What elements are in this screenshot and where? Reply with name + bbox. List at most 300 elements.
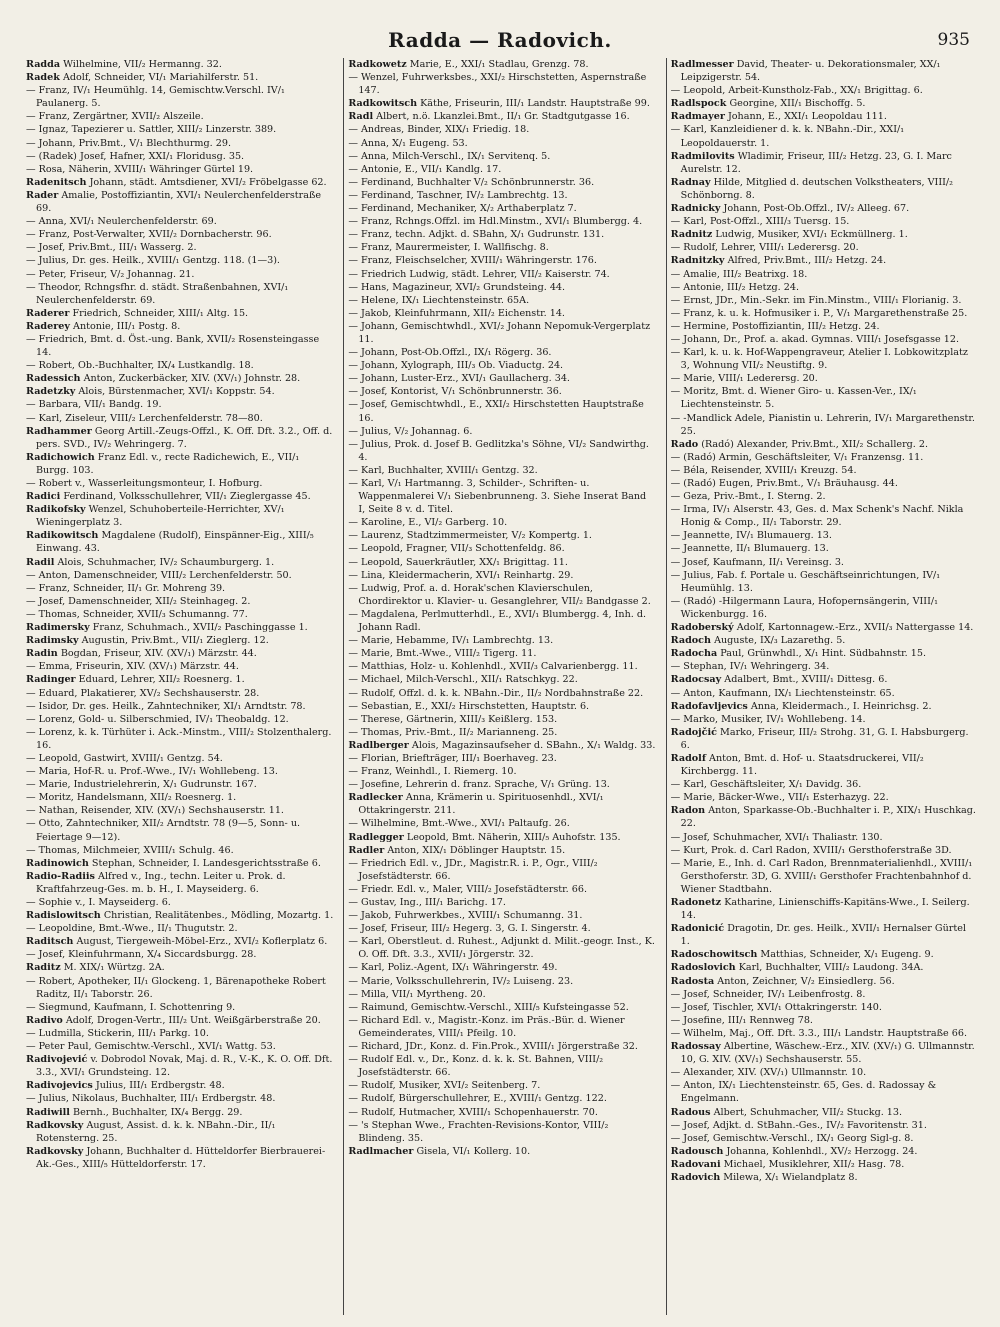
directory-entry <box>26 1014 333 1027</box>
entry-text: — Rudolf Edl. v., Dr., Konz. d. k. k. St. Bahnen, VIII/₂ Josefstädterstr. 66. <box>348 1054 604 1079</box>
directory-entry <box>671 385 978 411</box>
entry-text: Alfred, Priv.Bmt., III/₂ Hetzg. 24. <box>727 255 887 267</box>
entry-text: — Franz, IV/₁ Heumühlg. 14, Gemischtw.Verschl. IV/₁ Paulanerg. 5. <box>26 85 285 110</box>
entry-text: — Marie, Bäcker-Wwe., VII/₁ Esterhazyg. 22. <box>670 792 889 804</box>
directory-entry <box>26 385 333 398</box>
directory-entry <box>671 1145 978 1158</box>
entry-text: Adolf, Kartonnagew.-Erz., XVII/₃ Nattergasse 14. <box>736 622 974 634</box>
entry-text: — Eduard, Plakatierer, XV/₂ Sechshauserstr. 28. <box>26 687 260 699</box>
entry-text: (Radó) Alexander, Priv.Bmt., XII/₂ Schallerg. 2. <box>701 438 929 450</box>
directory-entry <box>348 935 655 961</box>
entry-text: Alois, Magazinsaufseher d. SBahn., X/₁ Waldg. 33. <box>411 739 656 751</box>
entry-text: Albertine, Wäschew.-Erz., XIV. (XV/₁) G. Ullmannstr. 10, G. XIV. (XV/₁) Sechshauserstr. 55. <box>680 1041 975 1066</box>
entry-text: — Hans, Magazineur, XVI/₂ Grundsteing. 44. <box>348 281 566 293</box>
entry-text: — Isidor, Dr. ges. Heilk., Zahntechniker, XI/₁ Arndtstr. 78. <box>26 700 306 712</box>
directory-entry <box>671 1014 978 1027</box>
entry-text: — Josef, Priv.Bmt., III/₁ Wasserg. 2. <box>26 242 197 254</box>
entry-surname: Radous <box>670 1106 711 1118</box>
entry-text: — Jeannette, IV/₁ Blumauerg. 13. <box>670 530 832 542</box>
directory-entry <box>26 556 333 569</box>
directory-entry <box>26 123 333 136</box>
entry-text: — Robert v., Wasserleitungsmonteur, I. Hofburg. <box>26 478 263 489</box>
directory-entry <box>671 687 978 700</box>
directory-entry <box>348 778 655 791</box>
entry-surname: Radimersky <box>26 622 90 634</box>
directory-entry <box>671 831 978 844</box>
directory-entry <box>26 870 333 896</box>
directory-entry <box>348 241 655 254</box>
entry-text: Karl, Buchhalter, VIII/₂ Laudong. 34A. <box>738 962 924 974</box>
entry-text: — Marie, Hebamme, IV/₁ Lambrechtg. 13. <box>348 635 554 647</box>
directory-entry <box>26 425 333 451</box>
directory-entry <box>26 215 333 228</box>
directory-entry <box>348 857 655 883</box>
entry-text: — Josef, Gemischtwhdl., E., XXI/₂ Hirschstetten Hauptstraße 16. <box>348 399 644 424</box>
entry-text: — Lorenz, k. k. Türhüter i. Ack.-Minstm., VIII/₂ Stolzenthalerg. 16. <box>26 726 332 751</box>
entry-text: — Rudolf, Lehrer, VIII/₁ Lederersg. 20. <box>670 242 859 254</box>
entry-text: — Franz, Fleischselcher, XVIII/₁ Währingerstr. 176. <box>348 255 597 267</box>
directory-entry <box>26 333 333 359</box>
directory-entry <box>26 817 333 843</box>
entry-text: — Julius, Nikolaus, Buchhalter, III/₁ Erdbergstr. 48. <box>26 1093 276 1105</box>
entry-text: — Barbara, VII/₁ Bandg. 19. <box>26 399 162 411</box>
directory-entry <box>26 569 333 582</box>
entry-text: David, Theater- u. Dekorationsmaler, XX/₁ Leipzigerstr. 54. <box>680 59 941 84</box>
column-2 <box>343 58 659 1315</box>
directory-entry <box>671 412 978 438</box>
entry-text: — Anna, XVI/₁ Neulerchenfelderstr. 69. <box>26 216 217 228</box>
directory-entry <box>671 1171 978 1184</box>
directory-entry <box>26 909 333 922</box>
directory-entry <box>348 163 655 176</box>
entry-text: Marie, E., XXI/₁ Stadlau, Grenzg. 78. <box>409 59 589 70</box>
directory-entry <box>26 804 333 817</box>
entry-surname: Radocsay <box>670 674 722 686</box>
entry-text: — Peter Paul, Gemischtw.-Verschl., XVI/₁ Wattg. 53. <box>26 1041 276 1053</box>
directory-entry <box>348 189 655 202</box>
directory-entry <box>671 673 978 686</box>
directory-entry <box>26 752 333 765</box>
directory-entry <box>26 975 333 1001</box>
directory-entry <box>671 556 978 569</box>
entry-text: — Josef, Gemischtw.-Verschl., IX/₁ Georg Sigl-g. 8. <box>670 1132 914 1144</box>
directory-entry <box>348 647 655 660</box>
entry-text: — Lina, Kleidermacherin, XVI/₁ Reinhartg. 29. <box>348 569 574 581</box>
entry-text: — Kurt, Prok. d. Carl Radon, XVIII/₁ Gersthoferstraße 3D. <box>670 844 952 856</box>
page-header <box>20 28 980 56</box>
entry-surname: Radlegger <box>348 831 404 843</box>
directory-entry <box>348 281 655 294</box>
directory-entry <box>348 346 655 359</box>
entry-surname: Radonicić <box>670 923 725 935</box>
directory-entry <box>26 503 333 529</box>
entry-text: — Josef, Friseur, III/₂ Hegerg. 3, G. I. Singerstr. 4. <box>348 923 591 935</box>
entry-text: — Rudolf, Bürgerschullehrer, E., XVIII/₁ Gentzg. 122. <box>348 1093 607 1105</box>
entry-text: — Otto, Zahntechniker, XII/₂ Arndtstr. 78 (9—5, Sonn- u. Feiertage 9—12). <box>26 818 301 843</box>
directory-entry <box>348 1001 655 1014</box>
entry-surname: Radivojevics <box>26 1080 93 1092</box>
entry-text: Albert, Schuhmacher, VII/₂ Stuckg. 13. <box>713 1106 903 1118</box>
entry-text: Milewa, X/₁ Wielandplatz 8. <box>723 1171 858 1183</box>
entry-text: Georg Artill.-Zeugs-Offzl., K. Off. Dft. 3.2., Off. d. pers. SVD., IV/₂ Wehringerg. 7. <box>36 425 333 450</box>
entry-text: v. Dobrodol Novak, Maj. d. R., V.-K., K. O. Off. Dft. 3.3., XVI/₁ Grundsteing. 12. <box>36 1054 333 1079</box>
entry-text: — Béla, Reisender, XVIII/₁ Kreuzg. 54. <box>670 464 857 476</box>
entry-text: — Andreas, Binder, XIX/₁ Friedig. 18. <box>348 124 530 136</box>
directory-entry <box>348 372 655 385</box>
entry-surname: Raditsch <box>26 936 74 948</box>
entry-text: — Josefine, III/₁ Rennweg 78. <box>670 1014 813 1026</box>
entry-text: — Marie, Industrielehrerin, X/₁ Gudrunstr. 167. <box>26 779 257 791</box>
entry-text: — Josef, Tischler, XVI/₁ Ottakringerstr. 140. <box>670 1001 882 1013</box>
entry-surname: Radoberský <box>670 622 734 634</box>
directory-entry <box>671 804 978 830</box>
entry-surname: Radek <box>26 72 60 84</box>
directory-entry <box>348 569 655 582</box>
directory-entry <box>26 137 333 150</box>
directory-entry <box>348 123 655 136</box>
entry-surname: Radonetz <box>670 897 722 908</box>
entry-text: Wladimir, Friseur, III/₂ Hetzg. 23, G. I. Marc Aurelstr. 12. <box>680 150 952 175</box>
directory-entry <box>26 71 333 84</box>
directory-entry <box>671 123 978 149</box>
entry-text: — Hermine, Postoffiziantin, III/₂ Hetzg. 24. <box>670 320 880 332</box>
entry-surname: Radikowitsch <box>26 530 99 542</box>
directory-entry <box>671 752 978 778</box>
directory-entry <box>348 726 655 739</box>
entry-text: Albert, n.ö. Lkanzlei.Bmt., II/₁ Gr. Stadtgutgasse 16. <box>376 111 630 123</box>
entry-surname: Radler <box>348 844 385 856</box>
entry-surname: Radimsky <box>26 635 79 647</box>
directory-entry <box>26 595 333 608</box>
directory-entry <box>26 241 333 254</box>
directory-entry <box>671 320 978 333</box>
entry-surname: Radosta <box>670 975 715 987</box>
directory-entry <box>671 660 978 673</box>
entry-text: Julius, III/₁ Erdbergstr. 48. <box>95 1080 225 1092</box>
directory-entry <box>26 359 333 372</box>
entry-surname: Radil <box>26 556 55 568</box>
directory-entry <box>26 713 333 726</box>
directory-entry <box>348 202 655 215</box>
running-head: Radda — Radovich. <box>388 28 612 52</box>
directory-entry <box>671 150 978 176</box>
entry-surname: Radlmacher <box>348 1145 414 1157</box>
entry-text: Leopold, Bmt. Näherin, XIII/₅ Auhofstr. 135. <box>406 831 621 843</box>
directory-entry <box>671 346 978 372</box>
directory-entry <box>348 97 655 110</box>
entry-text: Johann, Post-Ob.Offzl., IV/₂ Alleeg. 67. <box>723 203 910 215</box>
entry-text: — Moritz, Bmt. d. Wiener Giro- u. Kassen-Ver., IX/₁ Liechtensteinstr. 5. <box>670 386 917 411</box>
entry-surname: Radnitz <box>670 229 713 241</box>
directory-entry <box>26 1119 333 1145</box>
directory-entry <box>26 398 333 411</box>
entry-text: Franz, Schuhmach., XVII/₂ Paschinggasse 1. <box>92 622 308 634</box>
entry-text: — Karl, Ziseleur, VIII/₂ Lerchenfelderstr. 78—80. <box>26 412 263 424</box>
entry-surname: Radivo <box>26 1014 63 1026</box>
entry-text: — Friedrich, Bmt. d. Öst.-ung. Bank, XVII/₂ Rosensteingasse 14. <box>26 333 320 359</box>
entry-text: — Julius, Prok. d. Josef B. Gedlitzka's Söhne, VI/₂ Sandwirthg. 4. <box>348 438 649 463</box>
directory-entry <box>348 896 655 909</box>
entry-surname: Radoschowitsch <box>670 949 758 961</box>
directory-entry <box>26 529 333 555</box>
directory-entry <box>26 621 333 634</box>
entry-text: — Geza, Priv.-Bmt., I. Sterng. 2. <box>670 491 826 503</box>
entry-text: — Friedrich Ludwig, städt. Lehrer, VII/₂ Kaiserstr. 74. <box>348 268 610 280</box>
directory-entry <box>348 150 655 163</box>
entry-surname: Radkovsky <box>26 1119 84 1131</box>
entry-surname: Radivojević <box>26 1054 88 1066</box>
directory-entry <box>26 647 333 660</box>
directory-entry <box>348 294 655 307</box>
directory-entry <box>26 1092 333 1105</box>
directory-entry <box>26 935 333 948</box>
directory-entry <box>671 1001 978 1014</box>
entry-text: Bernh., Buchhalter, IX/₄ Bergg. 29. <box>73 1106 243 1118</box>
entry-text: August, Tiergeweih-Möbel-Erz., XVI/₂ Koflerplatz 6. <box>76 936 328 948</box>
entry-text: — Thomas, Priv.-Bmt., II/₂ Marianneng. 25. <box>348 726 558 738</box>
entry-text: — Friedr. Edl. v., Maler, VIII/₂ Josefstädterstr. 66. <box>348 883 588 895</box>
directory-entry <box>348 1079 655 1092</box>
directory-entry <box>26 687 333 700</box>
entry-surname: Radici <box>26 491 61 503</box>
directory-entry <box>26 700 333 713</box>
directory-entry <box>671 477 978 490</box>
directory-entry <box>348 582 655 608</box>
directory-entry <box>348 687 655 700</box>
entry-text: — Rudolf, Hutmacher, XVIII/₁ Schopenhauerstr. 70. <box>348 1106 598 1118</box>
entry-surname: Radolf <box>670 752 706 764</box>
entry-text: — Karl, k. u. k. Hof-Wappengraveur, Atelier I. Lobkowitzplatz 3, Wohnung VII/₂ Neustiftg. 9. <box>670 347 968 372</box>
entry-surname: Rader <box>26 189 59 201</box>
entry-text: — Karl, Buchhalter, XVIII/₁ Gentzg. 32. <box>348 464 538 476</box>
directory-entry <box>348 739 655 752</box>
entry-text: Käthe, Friseurin, III/₁ Landstr. Hauptstraße 99. <box>420 98 650 110</box>
directory-entry <box>26 726 333 752</box>
entry-surname: Rado <box>670 438 699 450</box>
entry-text: — Johann, Gemischtwhdl., XVI/₂ Johann Nepomuk-Vergerplatz 11. <box>348 320 651 345</box>
directory-entry <box>671 961 978 974</box>
entry-text: — Stephan, IV/₁ Wehringerg. 34. <box>670 661 830 673</box>
entry-text: Antonie, III/₁ Postg. 8. <box>73 320 181 332</box>
directory-entry <box>26 477 333 490</box>
directory-columns <box>22 58 982 1315</box>
entry-text: — Matthias, Holz- u. Kohlenhdl., XVII/₃ Calvarienbergg. 11. <box>348 661 638 673</box>
entry-text: Eduard, Lehrer, XII/₂ Roesnerg. 1. <box>78 674 245 686</box>
entry-surname: Radovich <box>670 1171 721 1183</box>
entry-text: — Anton, Damenschneider, VIII/₂ Lerchenfelderstr. 50. <box>26 569 292 581</box>
entry-text: — Marie, E., Inh. d. Carl Radon, Brennmaterialienhdl., XVIII/₁ Gersthoferstr. 3D, G. XVIII/₁ Gersthofer Frachtenbahnhof d. Wiener Stadtbahn. <box>670 857 973 895</box>
directory-entry <box>671 228 978 241</box>
entry-text: — Leopold, Fragner, VII/₃ Schottenfeldg. 86. <box>348 543 565 555</box>
entry-text: — Anton, IX/₁ Liechtensteinstr. 65, Ges. d. Radossay & Engelmann. <box>670 1080 937 1105</box>
entry-text: Wilhelmine, VII/₂ Hermanng. 32. <box>63 59 222 70</box>
directory-entry <box>348 137 655 150</box>
entry-text: — Leopoldine, Bmt.-Wwe., II/₁ Thugutstr. 2. <box>26 923 238 935</box>
directory-entry <box>348 752 655 765</box>
directory-entry <box>348 713 655 726</box>
entry-surname: Radichowich <box>26 451 95 463</box>
entry-text: Christian, Realitätenbes., Mödling, Mozartg. 1. <box>103 910 334 922</box>
entry-text: Hilde, Mitglied d. deutschen Volkstheaters, VIII/₂ Schönborng. 8. <box>680 176 953 201</box>
entry-text: Auguste, IX/₃ Lazarethg. 5. <box>714 635 846 647</box>
entry-text: — Franz, techn. Adjkt. d. SBahn, X/₁ Gudrunstr. 131. <box>348 229 605 241</box>
entry-surname: Radoslovich <box>670 962 736 974</box>
entry-text: — (Radó) Armin, Geschäftsleiter, V/₁ Franzensg. 11. <box>670 451 924 463</box>
entry-text: — Franz, Post-Verwalter, XVII/₂ Dornbacherstr. 96. <box>26 229 272 241</box>
entry-text: Wenzel, Schuhoberteile-Herrichter, XV/₁ Wieningerplatz 3. <box>36 504 285 529</box>
entry-text: — Josef, Kontorist, V/₁ Schönbrunnerstr. 36. <box>348 386 562 398</box>
entry-text: — Josef, Schneider, IV/₁ Leibenfrostg. 8. <box>670 988 866 1000</box>
directory-entry <box>671 307 978 320</box>
directory-entry <box>26 228 333 241</box>
entry-surname: Radoch <box>670 635 711 647</box>
directory-entry <box>26 765 333 778</box>
entry-text: — Marie, VIII/₁ Lederersg. 20. <box>670 373 818 385</box>
entry-text: — Karl, Post-Offzl., XIII/₃ Tuersg. 15. <box>670 216 850 228</box>
directory-entry <box>348 268 655 281</box>
directory-entry <box>348 831 655 844</box>
directory-entry <box>348 1145 655 1158</box>
directory-entry <box>26 254 333 267</box>
entry-text: — Franz, Weinhdl., I. Riemerg. 10. <box>348 766 517 778</box>
entry-text: — Laurenz, Stadtzimmermeister, V/₂ Kompertg. 1. <box>348 530 592 542</box>
entry-text: — Johann, Xylograph, III/₃ Ob. Viaductg. 24. <box>348 360 564 372</box>
entry-surname: Raditz <box>26 962 61 974</box>
entry-text: — Sebastian, E., XXI/₂ Hirschstetten, Hauptstr. 6. <box>348 700 590 712</box>
entry-surname: Radlberger <box>348 739 409 751</box>
entry-text: — Franz, Zergärtner, XVII/₂ Alszeile. <box>26 111 204 123</box>
entry-text: Anton, Bmt. d. Hof- u. Staatsdruckerei, VII/₂ Kirchbergg. 11. <box>680 752 924 778</box>
entry-surname: Radkovsky <box>26 1145 84 1157</box>
directory-entry <box>671 647 978 660</box>
directory-entry <box>671 438 978 451</box>
directory-entry <box>671 1158 978 1171</box>
entry-text: Adalbert, Bmt., XVIII/₁ Dittesg. 6. <box>724 674 888 686</box>
entry-text: Marko, Friseur, III/₂ Strohg. 31, G. I. Habsburgerg. 6. <box>680 726 969 751</box>
entry-surname: Radkowitsch <box>348 98 418 110</box>
directory-entry <box>26 1027 333 1040</box>
entry-text: — Ferdinand, Taschner, IV/₂ Lambrechtg. 13. <box>348 189 568 201</box>
entry-text: — Friedrich Edl. v., JDr., Magistr.R. i. P., Ogr., VIII/₂ Josefstädterstr. 66. <box>348 857 598 882</box>
directory-entry <box>348 385 655 398</box>
entry-text: — Siegmund, Kaufmann, I. Schottenring 9. <box>26 1001 236 1013</box>
entry-text: M. XIX/₁ Würtzg. 2A. <box>63 962 165 974</box>
entry-text: Matthias, Schneider, X/₁ Eugeng. 9. <box>760 949 934 961</box>
entry-text: — Ludwig, Prof. a. d. Horak'schen Klavierschulen, Chordirektor u. Klavier- u. Gesanglehrer, VII/₂ Bandgasse 2. <box>348 582 651 607</box>
entry-text: — 's Stephan Wwe., Frachten-Revisions-Kontor, VIII/₂ Blindeng. 35. <box>348 1119 609 1144</box>
directory-entry <box>671 202 978 215</box>
entry-surname: Radinowich <box>26 857 89 869</box>
directory-entry <box>671 948 978 961</box>
directory-entry <box>26 582 333 595</box>
directory-entry <box>26 791 333 804</box>
entry-text: Johann, E., XXI/₁ Leopoldau 111. <box>727 111 887 123</box>
directory-entry <box>348 961 655 974</box>
directory-entry <box>671 726 978 752</box>
directory-entry <box>671 268 978 281</box>
entry-text: — Jeannette, II/₁ Blumauerg. 13. <box>670 543 829 555</box>
directory-entry <box>26 1040 333 1053</box>
entry-text: — Anna, X/₁ Eugeng. 53. <box>348 137 468 149</box>
directory-entry <box>348 1040 655 1053</box>
directory-entry <box>26 320 333 333</box>
entry-text: August, Assist. d. k. k. NBahn.-Dir., II/₁ Rotensterng. 25. <box>36 1119 276 1144</box>
directory-entry <box>348 883 655 896</box>
directory-entry <box>26 673 333 686</box>
entry-text: — Maria, Hof-R. u. Prof.-Wwe., IV/₁ Wohllebeng. 13. <box>26 766 278 778</box>
directory-entry <box>26 150 333 163</box>
directory-entry <box>348 975 655 988</box>
entry-text: — Marko, Musiker, IV/₁ Wohllebeng. 14. <box>670 713 866 725</box>
entry-text: Alois, Schuhmacher, IV/₂ Schaumburgerg. 1. <box>57 556 275 568</box>
entry-text: Anton, Zeichner, V/₂ Einsiedlerg. 56. <box>717 975 895 987</box>
entry-text: — Julius, Fab. f. Portale u. Geschäftseinrichtungen, IV/₁ Heumühlg. 13. <box>670 569 941 594</box>
entry-text: — -Mandlick Adele, Pianistin u. Lehrerin, IV/₁ Margarethenstr. 25. <box>670 412 975 437</box>
entry-surname: Radkowetz <box>348 59 407 70</box>
directory-entry <box>671 215 978 228</box>
directory-entry <box>348 1053 655 1079</box>
directory-entry <box>348 844 655 857</box>
entry-text: Anna, Krämerin u. Spirituosenhdl., XVI/₁ Ottakringerstr. 211. <box>358 792 604 817</box>
entry-text: — Raimund, Gemischtw.-Verschl., XIII/₅ Kufsteingasse 52. <box>348 1001 629 1013</box>
entry-text: Franz Edl. v., recte Radichewich, E., VII/₁ Burgg. 103. <box>36 451 300 476</box>
directory-entry <box>671 922 978 948</box>
entry-surname: Radon <box>670 805 706 817</box>
directory-entry <box>671 254 978 267</box>
directory-entry <box>26 58 333 71</box>
entry-text: — Johann, Luster-Erz., XVI/₁ Gaullacherg. 34. <box>348 373 570 385</box>
entry-surname: Radenitsch <box>26 176 87 188</box>
entry-text: — Wilhelmine, Bmt.-Wwe., XVI/₁ Paltaufg. 26. <box>348 818 570 830</box>
directory-entry <box>348 516 655 529</box>
directory-entry <box>348 425 655 438</box>
directory-entry <box>26 608 333 621</box>
directory-entry <box>348 909 655 922</box>
entry-surname: Radetzky <box>26 386 76 398</box>
directory-entry <box>348 176 655 189</box>
entry-text: — Antonie, E., VII/₁ Kandlg. 17. <box>348 163 502 175</box>
entry-surname: Radlmesser <box>670 59 734 70</box>
entry-surname: Radhammer <box>26 425 92 437</box>
directory-entry <box>26 163 333 176</box>
entry-text: Adolf, Schneider, VI/₁ Mariahilferstr. 51. <box>62 72 259 84</box>
entry-text: — Josef, Kleinfuhrmann, X/₄ Siccardsburgg. 28. <box>26 949 257 961</box>
entry-surname: Radiwill <box>26 1106 70 1118</box>
directory-entry <box>671 97 978 110</box>
directory-entry <box>26 1106 333 1119</box>
entry-text: — Leopold, Arbeit-Kunstholz-Fab., XX/₁ Brigittag. 6. <box>670 85 923 97</box>
entry-text: — Karl, Oberstleut. d. Ruhest., Adjunkt d. Milit.-geogr. Inst., K. O. Off. Dft. 3.3., XVII/₁ Jörgerstr. 32. <box>348 936 655 961</box>
directory-entry <box>26 857 333 870</box>
entry-text: — Franz, Maurermeister, I. Wallfischg. 8. <box>348 242 549 254</box>
entry-surname: Radnicky <box>670 203 721 215</box>
entry-surname: Radovani <box>670 1158 721 1170</box>
directory-entry <box>348 922 655 935</box>
directory-entry <box>671 1066 978 1079</box>
entry-text: — Rudolf, Musiker, XVI/₂ Seitenberg. 7. <box>348 1080 541 1092</box>
entry-text: — Therese, Gärtnerin, XIII/₃ Keißlerg. 153. <box>348 713 558 725</box>
directory-entry <box>671 542 978 555</box>
directory-entry <box>671 241 978 254</box>
entry-surname: Radofavljevics <box>670 700 748 712</box>
column-3 <box>666 58 982 1315</box>
entry-surname: Radousch <box>670 1145 724 1157</box>
entry-surname: Radikofsky <box>26 504 86 516</box>
entry-text: — Franz, k. u. k. Hofmusiker i. P., V/₁ Margarethenstraße 25. <box>670 307 968 319</box>
directory-entry <box>348 228 655 241</box>
directory-entry <box>348 608 655 634</box>
entry-text: — (Radó) Eugen, Priv.Bmt., V/₁ Bräuhausg. 44. <box>670 478 898 489</box>
